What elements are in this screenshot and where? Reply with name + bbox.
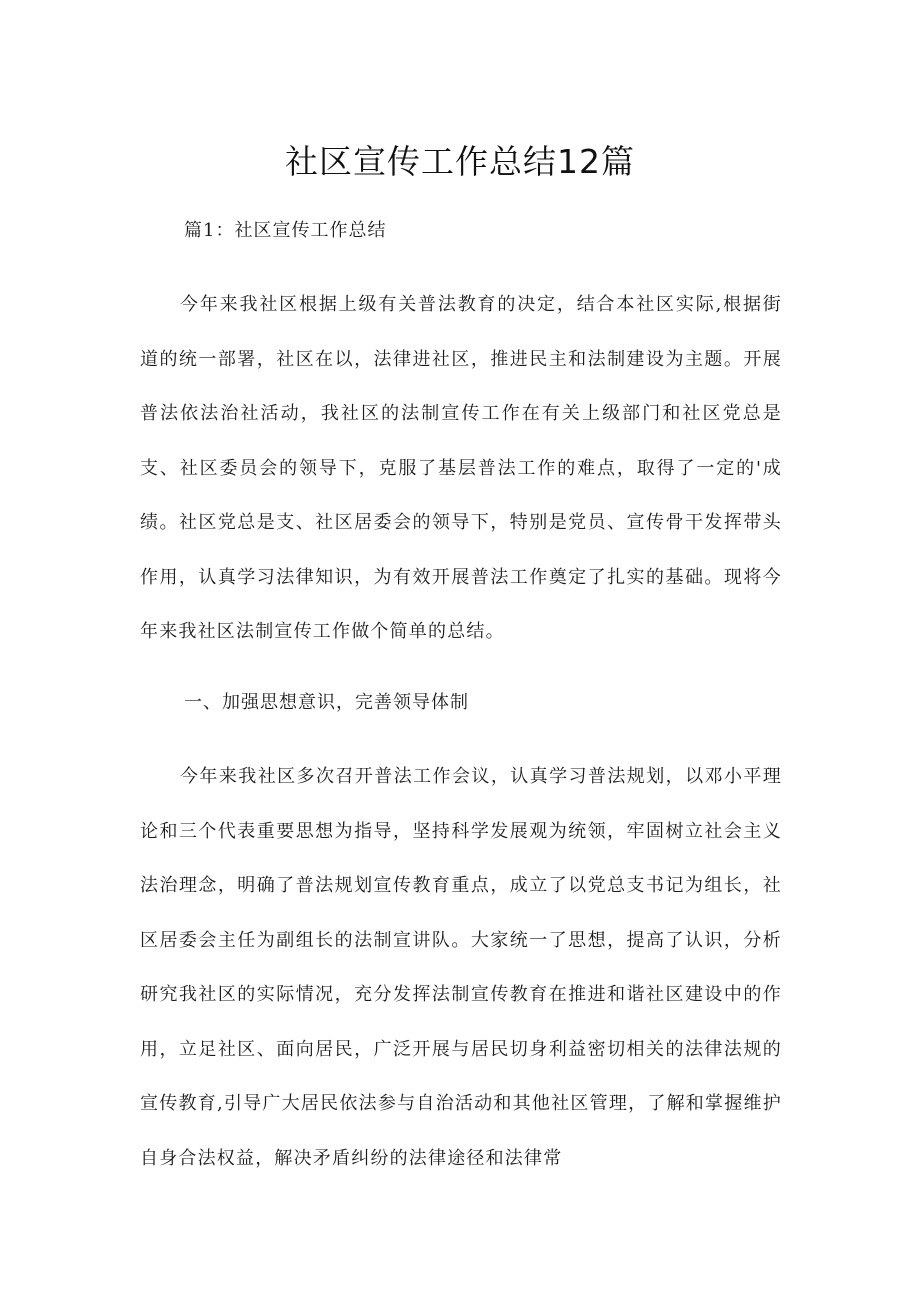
section-heading-1: 一、加强思想意识，完善领导体制 [184, 692, 469, 713]
body-paragraph-2: 今年来我社区多次召开普法工作会议，认真学习普法规划，以邓小平理论和三个代表重要思想为指导，坚持科学发展观为统领，牢固树立社会主义法治理念，明确了普法规划宣传教育重点，成立了以党总支书记为组长，社区居委会主任为副组长的法制宣讲队。大家统一了思想，提高了认识，分析研究我社区的实际情况，充分发挥法制宣传教育在推进和谐社区建设中的作用，立足社区、面向居民，广泛开展与居民切身利益密切相关的法律法规的宣传教育,引导广大居民依法参与自治活动和其他社区管理，了解和掌握维护自身合法权益，解决矛盾纠纷的法律途径和法律常 [140, 766, 782, 1169]
document-title: 社区宣传工作总结12篇 [285, 142, 635, 181]
section-subtitle: 篇1：社区宣传工作总结 [184, 220, 387, 241]
body-paragraph-1: 今年来我社区根据上级有关普法教育的决定，结合本社区实际,根据街道的统一部署，社区在以，法律进社区，推进民主和法制建设为主题。开展普法依法治社活动，我社区的法制宣传工作在有关上级部门和社区党总是支、社区委员会的领导下，克服了基层普法工作的难点，取得了一定的'成绩。社区党总是支、社区居委会的领导下，特别是党员、宣传骨干发挥带头作用，认真学习法律知识，为有效开展普法工作奠定了扎实的基础。现将今年来我社区法制宣传工作做个简单的总结。 [140, 294, 782, 642]
